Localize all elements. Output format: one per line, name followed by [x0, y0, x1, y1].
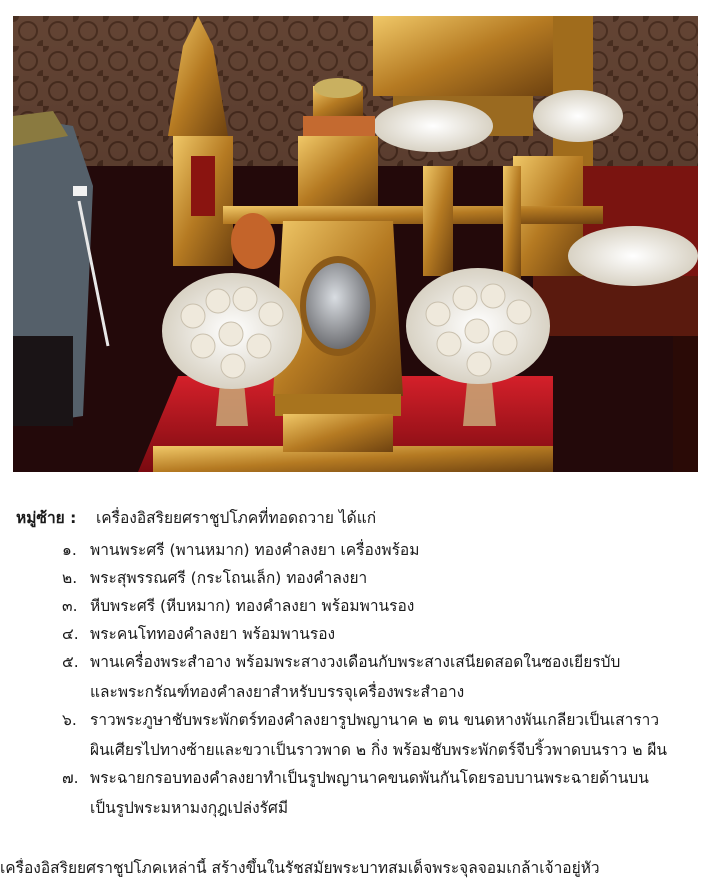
list-item-text: พระสุพรรณศรี (กระโถนเล็ก) ทองคำลงยา: [90, 569, 368, 587]
list-item-number: ๔.: [62, 625, 79, 643]
list-item-text: หีบพระศรี (หีบหมาก) ทองคำลงยา พร้อมพานรอง: [90, 597, 415, 615]
caption-label: หมู่ซ้าย :: [16, 509, 77, 527]
list-item: [16, 540, 716, 560]
list-item: [16, 652, 716, 702]
regalia-photo: [13, 16, 698, 472]
list-item: [16, 568, 716, 588]
list-item-number: ๓.: [62, 597, 78, 615]
photo-caption: [16, 508, 716, 826]
list-item-number: ๒.: [62, 569, 78, 587]
list-item-text: ผินเศียรไปทางซ้ายและขวาเป็นราวพาด ๒ กิ่ง พร้อมชับพระพักตร์จีบริ้วพาดบนราว ๒ ผืน: [90, 741, 668, 759]
list-item-text: เป็นรูปพระมหามงกุฎเปล่งรัศมี: [90, 799, 289, 817]
list-item: [16, 768, 716, 818]
ceremonial-regalia-photo-icon: [13, 16, 698, 472]
list-item-text: และพระกรัณฑ์ทองคำลงยาสำหรับบรรจุเครื่องพระสำอาง: [90, 683, 465, 701]
list-item-number: ๕.: [62, 653, 79, 671]
list-item-text: พานพระศรี (พานหมาก) ทองคำลงยา เครื่องพร้อม: [90, 541, 420, 559]
list-item-number: ๖.: [62, 711, 77, 729]
list-item-text: พระคนโททองคำลงยา พร้อมพานรอง: [90, 625, 336, 643]
list-item: [16, 710, 716, 760]
list-item-number: ๑.: [62, 541, 77, 559]
list-item: [16, 624, 716, 644]
list-item-text: พระฉายกรอบทองคำลงยาทำเป็นรูปพญานาคขนดพันกันโดยรอบบานพระฉายด้านบน: [90, 769, 649, 787]
list-item-number: ๗.: [62, 769, 79, 787]
list-item: [16, 596, 716, 616]
list-item-text: ราวพระภูษาชับพระพักตร์ทองคำลงยารูปพญานาค ๒ ตน ขนดหางพันเกลียวเป็นเสาราว: [90, 711, 660, 729]
caption-heading: [16, 508, 716, 540]
regalia-list: [16, 540, 716, 818]
footer-text: เครื่องอิสริยยศราชูปโภคเหล่านี้ สร้างขึ้นในรัชสมัยพระบาทสมเด็จพระจุลจอมเกล้าเจ้าอยู่หัว: [0, 859, 600, 877]
caption-intro: เครื่องอิสริยยศราชูปโภคที่ทอดถวาย ได้แก่: [96, 509, 377, 527]
list-item-text: พานเครื่องพระสำอาง พร้อมพระสางวงเดือนกับพระสางเสนียดสอดในซองเยียรบับ: [90, 653, 621, 671]
